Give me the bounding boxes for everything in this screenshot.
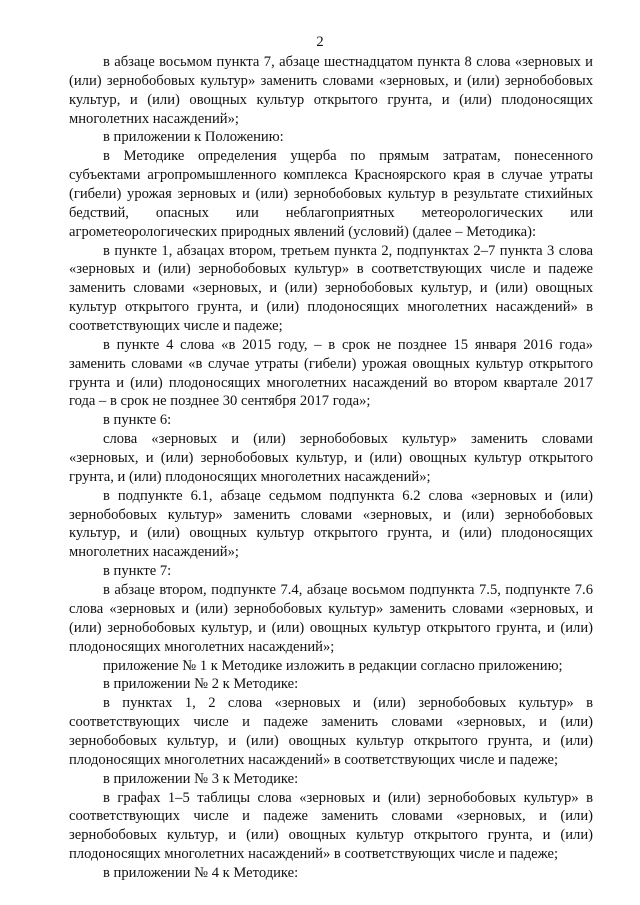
paragraph: в пунктах 1, 2 слова «зерновых и (или) зернобобовых культур» в соответствующих числе и падеже заменить словами «зерновых, и (или) зернобобовых культур, и (или) овощных культур открытого грунта, и (или) плодоносящих многолетних насаждений» в соответствующих числе и падеже; bbox=[69, 695, 593, 768]
paragraph: в абзаце втором, подпункте 7.4, абзаце восьмом подпункта 7.5, подпункте 7.6 слова «зерновых и (или) зернобобовых культур» заменить словами «зерновых, и (или) зернобобовых культур, и (или) овощных культур открытого грунта, и (или) плодоносящих многолетних насаждений»; bbox=[69, 582, 593, 655]
paragraph: слова «зерновых и (или) зернобобовых культур» заменить словами «зерновых, и (или) зернобобовых культур, и (или) овощных культур открытого грунта, и (или) плодоносящих многолетних насаждений»; bbox=[69, 431, 593, 485]
paragraph: в пункте 1, абзацах втором, третьем пункта 2, подпунктах 2–7 пункта 3 слова «зерновых и (или) зернобобовых культур» в соответствующих числе и падеже заменить словами «зерновых, и (или) зернобобовых культур, и (или) овощных культур открытого грунта, и (или) плодоносящих многолетних насаждений» в соответствующих числе и падеже; bbox=[69, 242, 593, 335]
paragraph: в Методике определения ущерба по прямым затратам, понесенного субъектами агропромышленного комплекса Красноярского края в случае утраты (гибели) урожая зерновых и (или) зернобобовых культур в результате стихийных бедствий, опасных или неблагоприятных метеорологических или агрометеорологических природных явлений (условий) (далее – Методика): bbox=[69, 148, 593, 240]
paragraph: приложение № 1 к Методике изложить в редакции согласно приложению; bbox=[103, 657, 563, 674]
document-body bbox=[69, 53, 593, 883]
paragraph: в пункте 6: bbox=[103, 412, 172, 429]
paragraph: в приложении к Положению: bbox=[103, 129, 284, 146]
paragraph: в абзаце восьмом пункта 7, абзаце шестнадцатом пункта 8 слова «зерновых и (или) зернобобовых культур» заменить словами «зерновых, и (или) зернобобовых культур, и (или) овощных культур открытого грунта, и (или) плодоносящих многолетних насаждений»; bbox=[69, 54, 593, 127]
paragraph: в графах 1–5 таблицы слова «зерновых и (или) зернобобовых культур» в соответствующих числе и падеже заменить словами «зерновых, и (или) зернобобовых культур, и (или) овощных культур открытого грунта, и (или) плодоносящих многолетних насаждений» в соответствующих числе и падеже; bbox=[69, 789, 593, 863]
paragraph: в приложении № 3 к Методике: bbox=[103, 770, 299, 787]
paragraph: в пункте 7: bbox=[103, 563, 172, 580]
paragraph: в приложении № 4 к Методике: bbox=[103, 864, 299, 881]
paragraph: в подпункте 6.1, абзаце седьмом подпункта 6.2 слова «зерновых и (или) зернобобовых культур» заменить словами «зерновых, и (или) зернобобовых культур, и (или) овощных культур открытого грунта, и (или) плодоносящих многолетних насаждений»; bbox=[69, 487, 593, 561]
paragraph: в приложении № 2 к Методике: bbox=[103, 676, 299, 693]
page-number: 2 bbox=[316, 34, 324, 50]
paragraph: в пункте 4 слова «в 2015 году, – в срок не позднее 15 января 2016 года» заменить словами «в случае утраты (гибели) урожая овощных культур открытого грунта и (или) плодоносящих многолетних насаждений во втором квартале 2017 года – в срок не позднее 30 сентября 2017 года»; bbox=[69, 336, 593, 410]
